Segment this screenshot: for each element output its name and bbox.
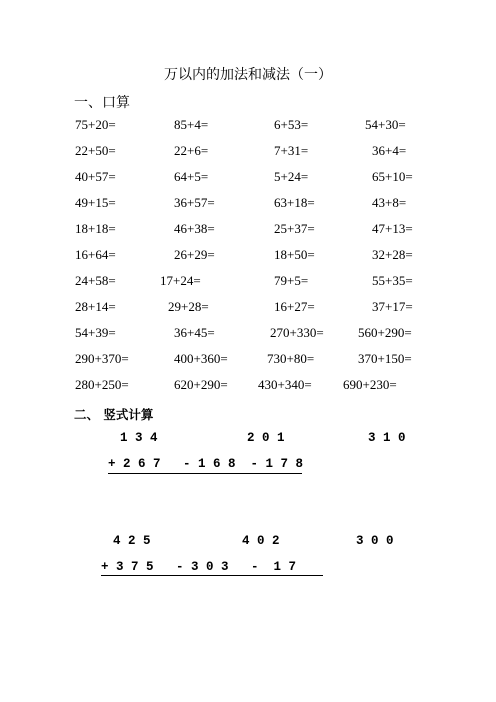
oral-problem: 25+37=	[274, 221, 315, 236]
vertical-bottom-line: + 3 7 5 - 3 0 3 - 1 7	[101, 560, 297, 574]
oral-problem: 29+28=	[168, 299, 209, 314]
answer-underline	[101, 575, 323, 576]
oral-problem: 75+20=	[75, 117, 116, 132]
oral-problem: 620+290=	[174, 377, 228, 392]
vertical-top-number: 2 0 1	[247, 431, 285, 445]
oral-problem: 36+4=	[372, 143, 407, 158]
vertical-top-number: 1 3 4	[120, 431, 158, 445]
oral-problem: 36+45=	[174, 325, 215, 340]
vertical-top-number: 4 2 5	[113, 534, 151, 548]
oral-problem: 65+10=	[372, 169, 413, 184]
vertical-top-number: 3 0 0	[356, 534, 394, 548]
oral-problem: 54+39=	[75, 325, 116, 340]
oral-problem: 6+53=	[274, 117, 309, 132]
oral-problem: 55+35=	[372, 273, 413, 288]
oral-problem: 290+370=	[75, 351, 129, 366]
oral-problem: 43+8=	[372, 195, 407, 210]
answer-underline	[108, 473, 302, 474]
oral-problem: 5+24=	[274, 169, 309, 184]
oral-problem: 18+50=	[274, 247, 315, 262]
oral-problem: 7+31=	[274, 143, 309, 158]
oral-problem: 16+27=	[274, 299, 315, 314]
oral-problem: 24+58=	[75, 273, 116, 288]
vertical-top-number: 4 0 2	[242, 534, 280, 548]
oral-problem: 63+18=	[274, 195, 315, 210]
oral-problem: 36+57=	[174, 195, 215, 210]
oral-problem: 280+250=	[75, 377, 129, 392]
oral-problem: 22+6=	[174, 143, 209, 158]
oral-problem: 47+13=	[372, 221, 413, 236]
oral-problem: 270+330=	[270, 325, 324, 340]
oral-problem: 32+28=	[372, 247, 413, 262]
oral-problem: 79+5=	[274, 273, 309, 288]
oral-problem: 85+4=	[174, 117, 209, 132]
oral-problem: 49+15=	[75, 195, 116, 210]
section-vertical-heading: 二、 竖式计算	[74, 407, 154, 422]
oral-problem: 370+150=	[358, 351, 412, 366]
oral-problem: 400+360=	[174, 351, 228, 366]
oral-problem: 37+17=	[372, 299, 413, 314]
oral-problem: 16+64=	[75, 247, 116, 262]
oral-problem: 560+290=	[358, 325, 412, 340]
oral-problem: 26+29=	[174, 247, 215, 262]
oral-problem: 54+30=	[365, 117, 406, 132]
vertical-bottom-line: + 2 6 7 - 1 6 8 - 1 7 8	[108, 457, 304, 471]
oral-problem: 17+24=	[160, 273, 201, 288]
worksheet-title: 万以内的加法和减法（一）	[164, 67, 332, 83]
oral-problem: 40+57=	[75, 169, 116, 184]
oral-problem: 690+230=	[343, 377, 397, 392]
section-oral-heading: 一、口算	[74, 95, 130, 111]
oral-problem: 430+340=	[258, 377, 312, 392]
oral-problem: 22+50=	[75, 143, 116, 158]
vertical-top-number: 3 1 0	[368, 431, 406, 445]
oral-problem: 64+5=	[174, 169, 209, 184]
oral-problem: 18+18=	[75, 221, 116, 236]
oral-problem: 28+14=	[75, 299, 116, 314]
oral-problem: 46+38=	[174, 221, 215, 236]
oral-problem: 730+80=	[267, 351, 315, 366]
